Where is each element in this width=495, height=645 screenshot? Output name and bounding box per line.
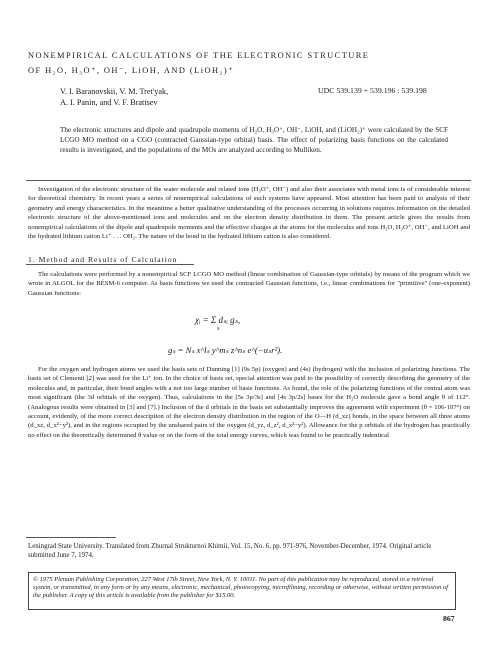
divider-rule (26, 180, 471, 181)
basis-section (28, 365, 470, 440)
summation-index: s (217, 326, 220, 332)
section-underline (26, 264, 194, 265)
footnote-rule (26, 537, 116, 538)
title-line-2: OF H₂O, H₃O⁺, OH⁻, LiOH, AND (LiOH₂)⁺ (28, 66, 234, 75)
method-section (28, 270, 470, 298)
method-paragraph: The calculations were performed by a nonempirical SCF LCGO MO method (linear combination of Gaussian-type orbitals) by means of the program which we wrote in ALGOL for the BÉSM-6 computer. As basis functions we used the contracted Gaussian functions, i.e., linear combinations for "primitive" (one-exponent) Gaussian functions: (28, 271, 470, 297)
section-heading: 1. Method and Results of Calculation (28, 255, 178, 264)
equation-chi: χᵢ = Σ dₛᵢ gₛ, (195, 315, 241, 325)
title-line-1: NONEMPIRICAL CALCULATIONS OF THE ELECTRONIC STRUCTURE (28, 51, 370, 60)
intro-paragraph: Investigation of the electronic structure of the water molecule and related ions (H₃O⁺, OH⁻) and also their associates with metal ions is of considerable interest for theoretical chemistry. In recent years a series of nonempirical calculations of such systems have appeared. Most attention has been paid to analysis of their geometry and energy characteristics. In the meantime a better qualitative understanding of the processes occurring in solutions requires information on the detailed electronic structure of the above-mentioned ions and molecules and on the electron density distribution in them. The present article gives the results from nonempirical calculations of the dipole and quadrupole moments and the effective charges at the atoms for the molecules and ions H₂O, H₃O⁺, OH⁻, and LiOH and the hydrated lithium cation Li⁺ . . . OH₂. The nature of the bond in the hydrated lithium cation is also considered. (28, 186, 470, 241)
equation-gaussian: gₛ = Nₛ x^lₛ y^mₛ z^nₛ e^(−αₛr²). (168, 345, 283, 355)
article-title (28, 48, 468, 78)
authors-line-1: V. I. Baranovskii, V. M. Tret'yak, (60, 87, 169, 96)
abstract: The electronic structures and dipole and quadrupole moments of H₂O, H₃O⁺, OH⁻, LiOH, and (LiOH₂)⁺ were calculated by the SCF LCGO MO method on a CGO (contracted Gaussian-type orbital) basis. The effect of polarizing basis functions on the calculated results is investigated, and the populations of the MOs are analyzed according to Mulliken. (60, 126, 448, 154)
author-list (60, 86, 168, 108)
basis-paragraph: For the oxygen and hydrogen atoms we used the basis sets of Dunning [1] (9s 5p) (oxygen) and (4s) (hydrogen) with the inclusion of polarizing functions. The basis set of Clementi [2] was used for the Li⁺ ion. In the choice of basis set, special attention was paid to the possibility of correctly describing the geometry of the molecules and, in particular, their bond angles with a not too large number of basis functions. As found, the role of the polarizing functions of the central atom was most significant (the 3d orbitals of the oxygen). Thus, calculations in the [5s 3p/3s] and [4s 3p/2s] bases for the H₂O molecule gave a bond angle θ of 112°. (Analogous results were obtained in [3] and [7].) Inclusion of the d orbitals in the basis set substantially improves the agreement with experiment (θ = 106-107°) on account, evidently, of the more correct description of the electron density distribution in the region of the O—H (d_xz) bonds, in the space between all three atoms (d_xz, d_x²−y²), and in the regions occupied by the unshared pairs of the oxygen (d_yz, d_z², d_x²−y²). Allowance for the p orbitals of the hydrogen has practically no effect on the theoretically determined θ value or on the form of the total energy curves, which was found to be practically indentical (28, 366, 470, 439)
page-number: 867 (443, 614, 455, 623)
intro-section (28, 185, 470, 241)
copyright-notice: © 1975 Plenum Publishing Corporation, 227 West 17th Street, New York, N. Y. 10011. No part of this publication may be reproduced, stored in a retrieval system, or transmitted, in any form or by any means, electronic, mechanical, photocopying, microfilming, recording or otherwise, without written permission of the publisher. A copy of this article is available from the publisher for $15.00. (28, 572, 456, 610)
udc-code: UDC 539.139 + 539.196 : 539.198 (318, 86, 427, 95)
equation-basis-expansion (195, 315, 295, 343)
footnote: Leningrad State University. Translated from Zhurnal Strukturnoi Khimii, Vol. 15, No. 6, pp. 971-976, November-December, 1974. Original article submitted June 7, 1974. (28, 543, 432, 560)
authors-line-2: A. I. Panin, and V. F. Brattsev (60, 98, 158, 107)
